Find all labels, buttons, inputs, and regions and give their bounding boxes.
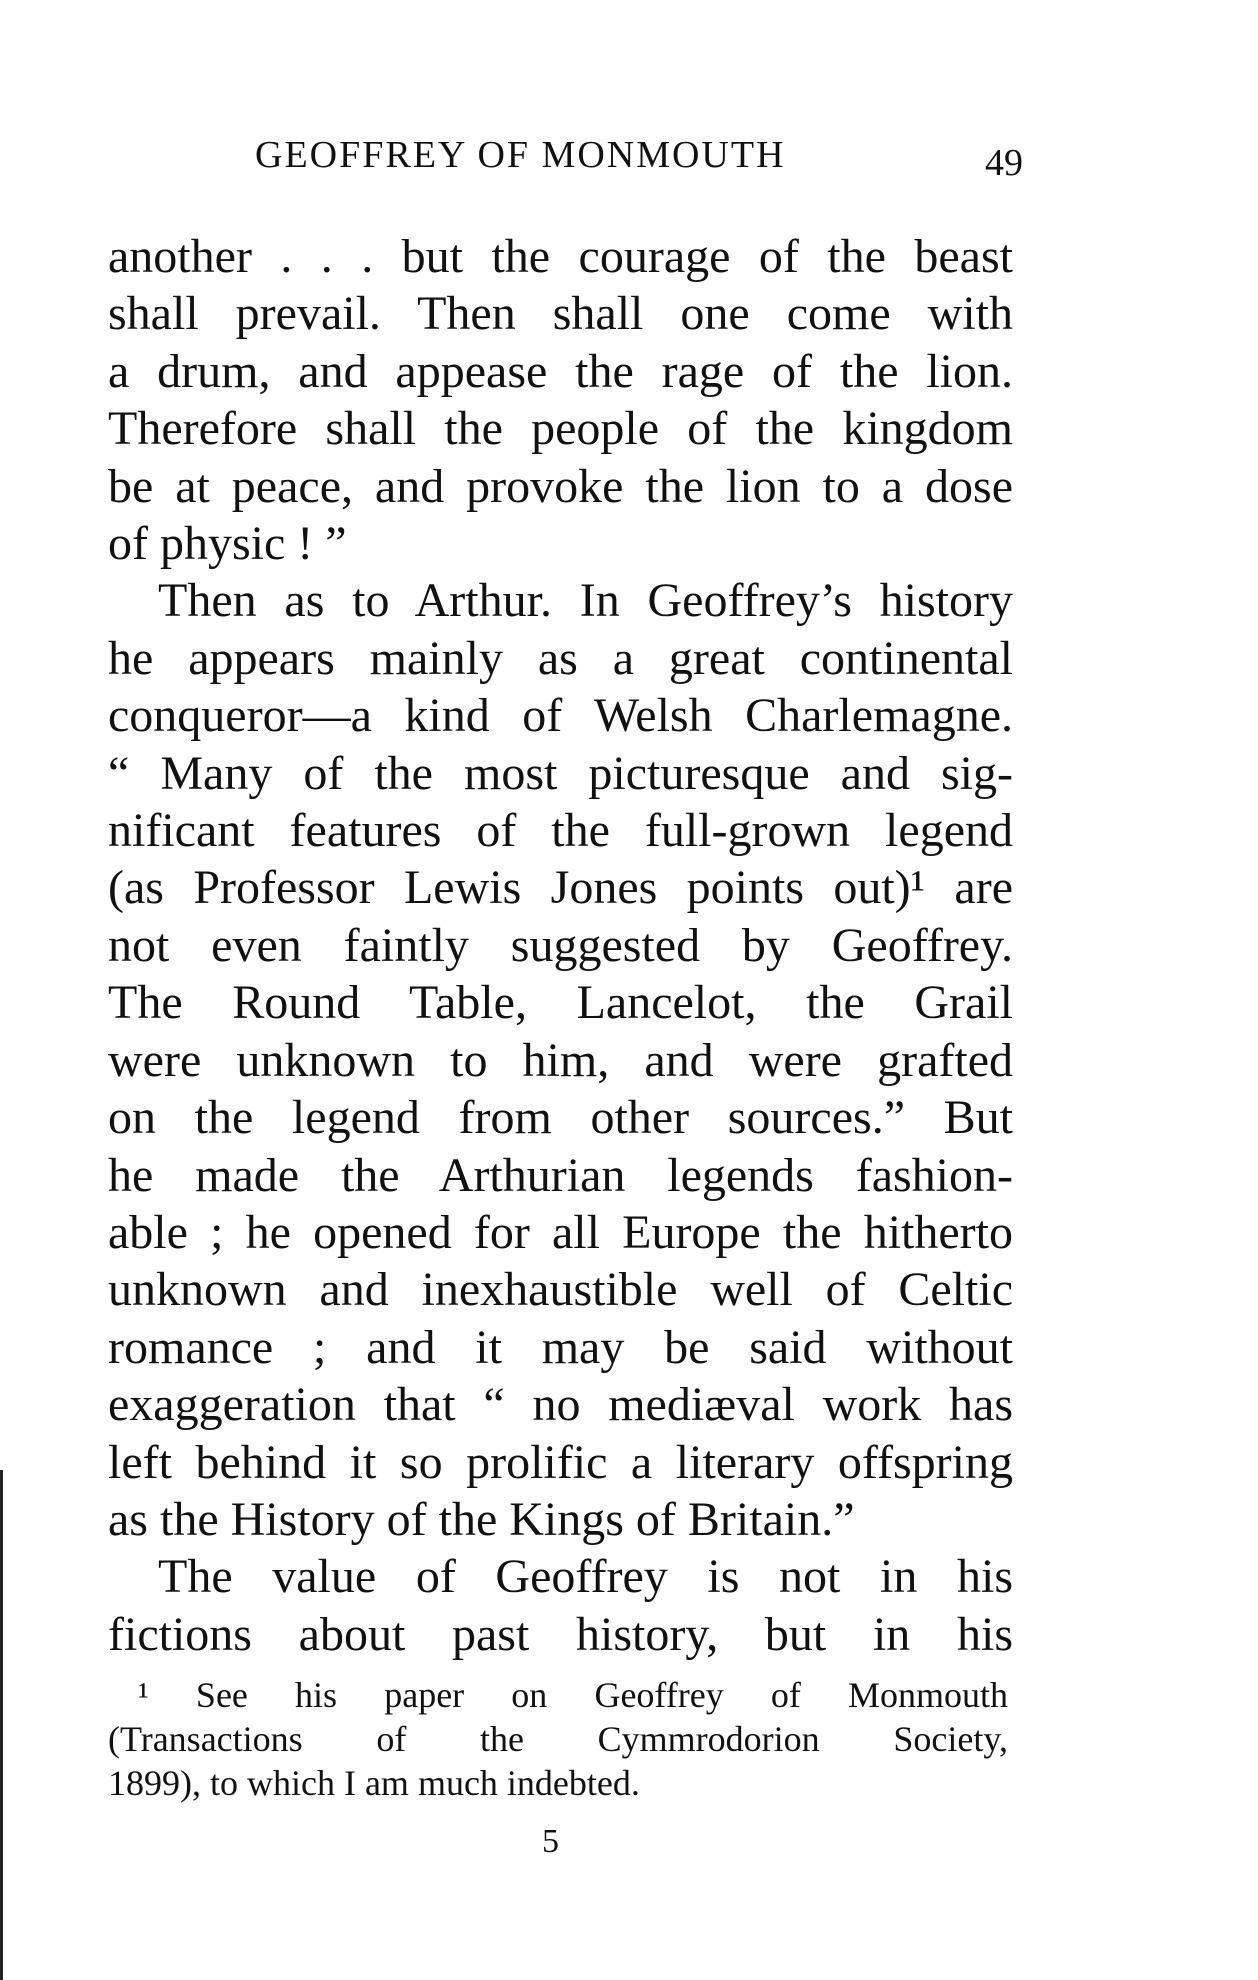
text-line: conqueror—a kind of Welsh Charlemagne.	[108, 689, 1013, 743]
text-line: of physic ! ”	[108, 517, 347, 571]
text-line: able ; he opened for all Europe the hitherto	[108, 1205, 1013, 1259]
text-line: he made the Arthurian legends fashion-	[108, 1148, 1013, 1202]
text-line: shall prevail. Then shall one come with	[108, 287, 1013, 341]
text-line: “ Many of the most picturesque and sig-	[108, 746, 1013, 800]
text-line: a drum, and appease the rage of the lion.	[108, 344, 1013, 398]
text-line: (as Professor Lewis Jones points out)¹ are	[108, 861, 1013, 915]
body-text	[108, 228, 1013, 1663]
text-line: were unknown to him, and were grafted	[108, 1033, 1013, 1087]
footnote-line: 1899), to which I am much indebted.	[108, 1763, 640, 1803]
page-edge-line	[0, 1470, 3, 1980]
running-header: GEOFFREY OF MONMOUTH	[255, 134, 786, 176]
footnote-line: (Transactions of the Cymmrodorion Society,	[108, 1719, 1008, 1759]
text-line: fictions about past history, but in his	[108, 1607, 1013, 1661]
page-number: 49	[985, 142, 1023, 184]
footnote	[108, 1673, 1008, 1805]
text-line: romance ; and it may be said without	[108, 1320, 1013, 1374]
text-line: unknown and inexhaustible well of Celtic	[108, 1263, 1013, 1317]
signature-mark: 5	[542, 1823, 559, 1860]
text-line: on the legend from other sources.” But	[108, 1091, 1013, 1145]
text-line: left behind it so prolific a literary offspring	[108, 1435, 1013, 1489]
text-line: Then as to Arthur. In Geoffrey’s history	[158, 574, 1013, 628]
text-line: as the History of the Kings of Britain.”	[108, 1492, 855, 1546]
text-line: Therefore shall the people of the kingdom	[108, 402, 1013, 456]
text-line: he appears mainly as a great continental	[108, 631, 1013, 685]
text-line: another . . . but the courage of the beast	[108, 230, 1013, 283]
text-line: The Round Table, Lancelot, the Grail	[108, 976, 1013, 1030]
text-line: be at peace, and provoke the lion to a dose	[108, 459, 1013, 513]
text-line: not even faintly suggested by Geoffrey.	[108, 918, 1013, 972]
text-line: nificant features of the full-grown legend	[108, 804, 1013, 858]
text-line: The value of Geoffrey is not in his	[158, 1550, 1013, 1604]
footnote-line: ¹ See his paper on Geoffrey of Monmouth	[138, 1675, 1008, 1715]
text-line: exaggeration that “ no mediæval work has	[108, 1378, 1013, 1432]
